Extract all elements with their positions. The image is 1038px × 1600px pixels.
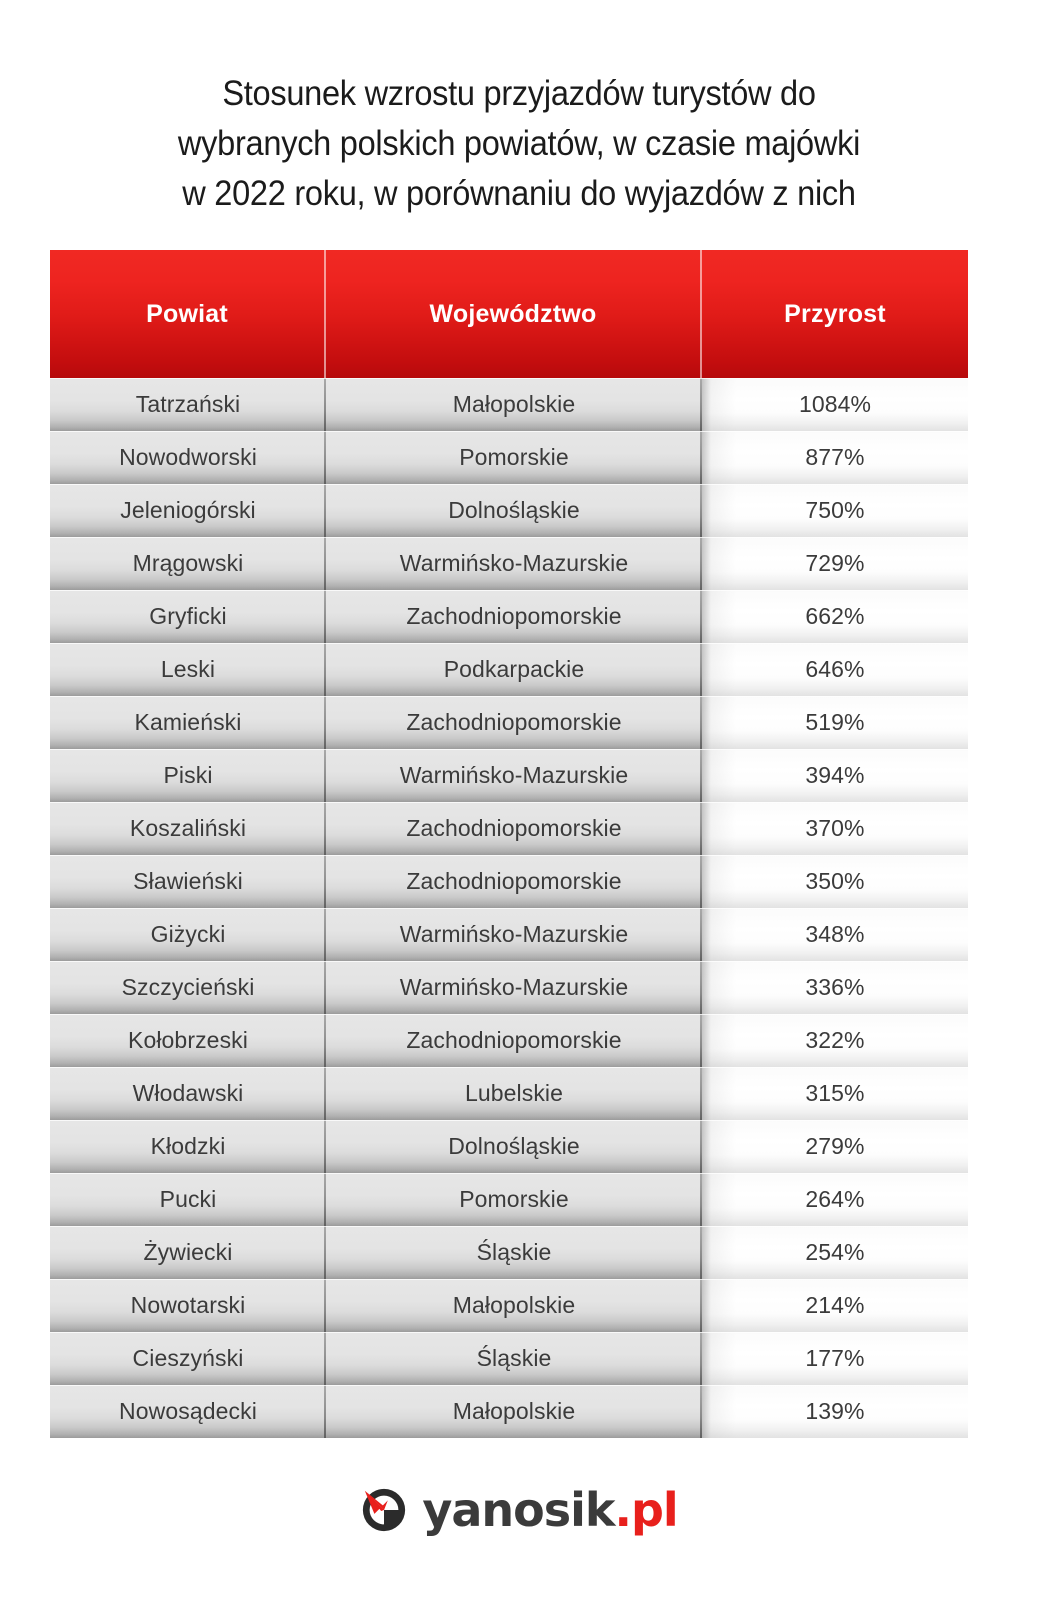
title-line-1: Stosunek wzrostu przyjazdów turystów do <box>222 74 816 114</box>
cell-wojewodztwo: Zachodniopomorskie <box>326 802 702 855</box>
cell-wojewodztwo: Zachodniopomorskie <box>326 855 702 908</box>
cell-powiat: Piski <box>50 749 326 802</box>
cell-przyrost: 264% <box>702 1173 968 1226</box>
cell-przyrost: 370% <box>702 802 968 855</box>
table-row <box>50 696 968 749</box>
table-row <box>50 1226 968 1279</box>
table-row <box>50 1120 968 1173</box>
column-header-wojewodztwo: Województwo <box>326 250 702 378</box>
table-row <box>50 1014 968 1067</box>
cell-wojewodztwo: Pomorskie <box>326 431 702 484</box>
brand-footer <box>0 1483 1038 1537</box>
column-header-powiat: Powiat <box>50 250 326 378</box>
cell-przyrost: 1084% <box>702 378 968 431</box>
cell-powiat: Koszaliński <box>50 802 326 855</box>
cell-przyrost: 279% <box>702 1120 968 1173</box>
cell-powiat: Włodawski <box>50 1067 326 1120</box>
cell-wojewodztwo: Zachodniopomorskie <box>326 1014 702 1067</box>
cell-powiat: Tatrzański <box>50 378 326 431</box>
cell-wojewodztwo: Warmińsko-Mazurskie <box>326 961 702 1014</box>
cell-przyrost: 336% <box>702 961 968 1014</box>
table-row <box>50 1067 968 1120</box>
cell-przyrost: 315% <box>702 1067 968 1120</box>
cell-powiat: Nowodworski <box>50 431 326 484</box>
cell-powiat: Mrągowski <box>50 537 326 590</box>
page-title <box>92 69 946 219</box>
title-line-3: w 2022 roku, w porównaniu do wyjazdów z nich <box>182 174 856 214</box>
cell-powiat: Gryficki <box>50 590 326 643</box>
table-row <box>50 908 968 961</box>
table-row <box>50 431 968 484</box>
cell-przyrost: 177% <box>702 1332 968 1385</box>
cell-wojewodztwo: Małopolskie <box>326 378 702 431</box>
table-row <box>50 643 968 696</box>
cell-wojewodztwo: Dolnośląskie <box>326 484 702 537</box>
table-row <box>50 749 968 802</box>
table-row <box>50 484 968 537</box>
table-row <box>50 590 968 643</box>
cell-wojewodztwo: Śląskie <box>326 1332 702 1385</box>
cell-wojewodztwo: Zachodniopomorskie <box>326 696 702 749</box>
brand-name: yanosik <box>422 1483 615 1537</box>
cell-przyrost: 139% <box>702 1385 968 1438</box>
cell-powiat: Kołobrzeski <box>50 1014 326 1067</box>
cell-wojewodztwo: Warmińsko-Mazurskie <box>326 908 702 961</box>
table-row <box>50 1332 968 1385</box>
cell-powiat: Żywiecki <box>50 1226 326 1279</box>
cell-przyrost: 394% <box>702 749 968 802</box>
cell-wojewodztwo: Pomorskie <box>326 1173 702 1226</box>
table-row <box>50 961 968 1014</box>
table-header-row <box>50 250 968 378</box>
cell-wojewodztwo: Małopolskie <box>326 1279 702 1332</box>
cell-powiat: Sławieński <box>50 855 326 908</box>
cell-wojewodztwo: Lubelskie <box>326 1067 702 1120</box>
table-row <box>50 537 968 590</box>
cell-powiat: Kłodzki <box>50 1120 326 1173</box>
table-row <box>50 855 968 908</box>
data-table <box>50 250 968 1438</box>
cell-przyrost: 254% <box>702 1226 968 1279</box>
title-line-2: wybranych polskich powiatów, w czasie majówki <box>177 124 861 164</box>
cell-przyrost: 350% <box>702 855 968 908</box>
cell-powiat: Nowotarski <box>50 1279 326 1332</box>
cell-wojewodztwo: Warmińsko-Mazurskie <box>326 749 702 802</box>
cell-powiat: Leski <box>50 643 326 696</box>
cell-powiat: Giżycki <box>50 908 326 961</box>
cell-przyrost: 519% <box>702 696 968 749</box>
cell-wojewodztwo: Śląskie <box>326 1226 702 1279</box>
cell-przyrost: 729% <box>702 537 968 590</box>
cell-wojewodztwo: Małopolskie <box>326 1385 702 1438</box>
cell-powiat: Cieszyński <box>50 1332 326 1385</box>
cell-powiat: Pucki <box>50 1173 326 1226</box>
table-row <box>50 1385 968 1438</box>
compass-arrow-icon <box>360 1486 408 1534</box>
cell-powiat: Szczycieński <box>50 961 326 1014</box>
brand-tld: .pl <box>614 1483 678 1537</box>
table-row <box>50 1173 968 1226</box>
cell-przyrost: 322% <box>702 1014 968 1067</box>
cell-powiat: Jeleniogórski <box>50 484 326 537</box>
cell-wojewodztwo: Warmińsko-Mazurskie <box>326 537 702 590</box>
cell-przyrost: 646% <box>702 643 968 696</box>
cell-wojewodztwo: Dolnośląskie <box>326 1120 702 1173</box>
table-row <box>50 378 968 431</box>
table-row <box>50 1279 968 1332</box>
column-header-przyrost: Przyrost <box>702 250 968 378</box>
cell-powiat: Kamieński <box>50 696 326 749</box>
cell-przyrost: 662% <box>702 590 968 643</box>
cell-przyrost: 750% <box>702 484 968 537</box>
cell-przyrost: 348% <box>702 908 968 961</box>
table-row <box>50 802 968 855</box>
brand-wordmark <box>422 1483 678 1537</box>
cell-powiat: Nowosądecki <box>50 1385 326 1438</box>
cell-przyrost: 214% <box>702 1279 968 1332</box>
table-body <box>50 378 968 1438</box>
cell-wojewodztwo: Zachodniopomorskie <box>326 590 702 643</box>
cell-wojewodztwo: Podkarpackie <box>326 643 702 696</box>
cell-przyrost: 877% <box>702 431 968 484</box>
